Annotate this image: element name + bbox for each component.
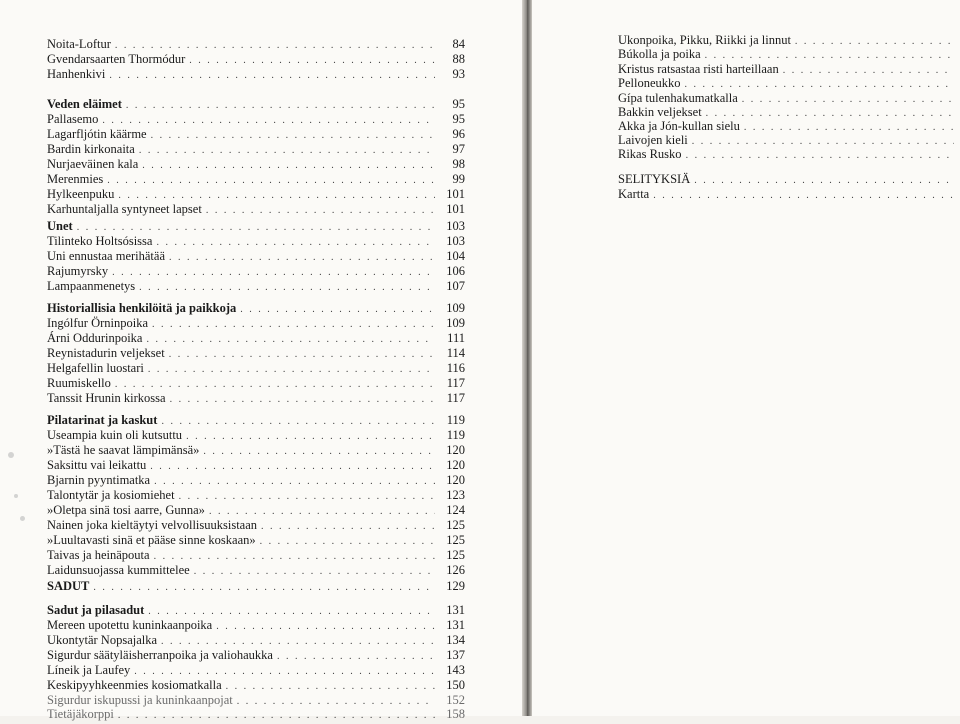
toc-entry xyxy=(47,263,465,279)
toc-page-number: 124 xyxy=(446,503,465,517)
toc-entry xyxy=(47,502,465,518)
toc-page-number: 120 xyxy=(446,473,465,487)
toc-entry-title: Búkolla ja poika xyxy=(618,47,701,61)
toc-page-number: 152 xyxy=(446,693,465,707)
toc-entry-title: Ukontytär Nopsajalka xyxy=(47,633,158,647)
toc-entry-title: Taivas ja heinäpouta xyxy=(47,548,150,562)
toc-entry xyxy=(618,186,954,202)
toc-entry xyxy=(47,602,465,618)
toc-page-number: 96 xyxy=(452,127,465,141)
toc-entry-title: Hylkeenpuku xyxy=(47,187,115,201)
toc-entry-title: Uni ennustaa merihätää xyxy=(47,249,166,263)
toc-entry-title: Gvendarsaarten Thormódur xyxy=(47,52,186,66)
toc-entry xyxy=(618,171,954,187)
page-smudge xyxy=(8,452,14,458)
toc-entry xyxy=(47,126,465,142)
toc-page-number: 109 xyxy=(446,316,465,330)
toc-entry-title: Merenmies xyxy=(47,172,104,186)
toc-page-number: 111 xyxy=(447,331,465,345)
toc-entry xyxy=(47,517,465,533)
toc-entry xyxy=(47,330,465,346)
toc-entry xyxy=(47,360,465,376)
toc-dot-leader xyxy=(118,708,435,724)
toc-entry xyxy=(47,248,465,264)
toc-entry-title: Akka ja Jón-kullan sielu xyxy=(618,119,740,133)
toc-entry xyxy=(47,315,465,331)
toc-entry xyxy=(47,218,465,234)
toc-page-number: 99 xyxy=(452,172,465,186)
toc-entry-title: »Luultavasti sinä et pääse sinne koskaan» xyxy=(47,533,256,547)
toc-entry-title: Rajumyrsky xyxy=(47,264,109,278)
toc-entry xyxy=(47,278,465,294)
toc-entry xyxy=(47,233,465,249)
toc-section-heading: Veden eläimet xyxy=(47,97,122,111)
toc-entry-title: Hanhenkivi xyxy=(47,67,106,81)
toc-dot-leader xyxy=(170,392,435,408)
toc-entry xyxy=(47,427,465,443)
toc-page-number: 103 xyxy=(446,234,465,248)
toc-entry xyxy=(47,412,465,428)
toc-page-number: 117 xyxy=(446,391,465,405)
toc-section-heading: SADUT xyxy=(47,579,90,593)
toc-entry-title: Laivojen kieli xyxy=(618,133,688,147)
toc-entry xyxy=(47,96,465,112)
toc-entry-title: Bjarnin pyyntimatka xyxy=(47,473,151,487)
page-smudge xyxy=(14,494,18,498)
toc-page-number: 131 xyxy=(446,603,465,617)
toc-page-number: 158 xyxy=(446,707,465,721)
toc-entry-title: Saksittu vai leikattu xyxy=(47,458,147,472)
toc-entry-title: Karhuntaljalla syntyneet lapset xyxy=(47,202,202,216)
toc-entry xyxy=(47,487,465,503)
toc-entry xyxy=(47,562,465,578)
toc-entry-title: Gípa tulenhakumatkalla xyxy=(618,91,738,105)
toc-page-number: 143 xyxy=(446,663,465,677)
right-page xyxy=(532,0,960,716)
toc-page-number: 116 xyxy=(446,361,465,375)
toc-entry xyxy=(618,75,954,91)
toc-entry-title: Keskipyyhkeenmies kosiomatkalla xyxy=(47,678,222,692)
toc-page-number: 125 xyxy=(446,548,465,562)
toc-page-number: 120 xyxy=(446,458,465,472)
toc-entry xyxy=(47,647,465,663)
page-smudge xyxy=(20,516,25,521)
toc-entry-title: Árni Oddurinpoika xyxy=(47,331,143,345)
toc-entry xyxy=(47,457,465,473)
toc-page-number: 104 xyxy=(446,249,465,263)
toc-entry-title: Tilinteko Holtsósissa xyxy=(47,234,153,248)
toc-entry-title: Pallasemo xyxy=(47,112,99,126)
toc-entry-title: Sigurdur säätyläisherranpoika ja valiohaukka xyxy=(47,648,273,662)
toc-page-number: 120 xyxy=(446,443,465,457)
toc-entry xyxy=(47,547,465,563)
toc-entry-title: Ukonpoika, Pikku, Riikki ja linnut xyxy=(618,33,791,47)
toc-entry xyxy=(47,201,465,217)
toc-entry xyxy=(47,345,465,361)
toc-entry-title: Pelloneukko xyxy=(618,76,681,90)
toc-entry-title: Lagarfljótin käärme xyxy=(47,127,147,141)
toc-dot-leader xyxy=(653,188,954,204)
toc-page-number: 101 xyxy=(446,202,465,216)
toc-page-number: 125 xyxy=(446,518,465,532)
toc-page-number: 107 xyxy=(446,279,465,293)
toc-dot-leader xyxy=(139,280,435,296)
toc-entry xyxy=(47,390,465,406)
toc-page-number: 84 xyxy=(452,37,465,51)
toc-page-number: 129 xyxy=(446,579,465,593)
toc-entry xyxy=(47,300,465,316)
toc-page-number: 88 xyxy=(452,52,465,66)
toc-entry-title: Nainen joka kieltäytyi velvollisuuksistaan xyxy=(47,518,258,532)
toc-entry-title: Bardin kirkonaita xyxy=(47,142,135,156)
toc-section-heading: Historiallisia henkilöitä ja paikkoja xyxy=(47,301,237,315)
toc-dot-leader xyxy=(109,68,435,84)
toc-page-number: 93 xyxy=(452,67,465,81)
toc-entry xyxy=(47,156,465,172)
toc-entry xyxy=(47,677,465,693)
toc-section-heading: Unet xyxy=(47,219,73,233)
toc-entry-title: »Tästä he saavat lämpimänsä» xyxy=(47,443,200,457)
toc-entry-title: Talontytär ja kosiomiehet xyxy=(47,488,175,502)
toc-dot-leader xyxy=(686,148,954,164)
toc-entry xyxy=(47,442,465,458)
toc-page-number: 125 xyxy=(446,533,465,547)
toc-dot-leader xyxy=(93,580,435,596)
toc-page-number: 131 xyxy=(446,618,465,632)
toc-entry xyxy=(47,51,465,67)
toc-entry xyxy=(47,662,465,678)
book-gutter xyxy=(522,0,532,716)
toc-entry-title: Tanssit Hrunin kirkossa xyxy=(47,391,166,405)
toc-dot-leader xyxy=(206,203,435,219)
toc-entry-title: SELITYKSIÄ xyxy=(618,172,691,186)
toc-page-number: 95 xyxy=(452,97,465,111)
toc-page-number: 103 xyxy=(446,219,465,233)
toc-page-number: 101 xyxy=(446,187,465,201)
toc-entry xyxy=(47,141,465,157)
toc-entry xyxy=(47,617,465,633)
toc-section-heading: Sadut ja pilasadut xyxy=(47,603,145,617)
toc-page-number: 119 xyxy=(446,428,465,442)
toc-section-heading: Pilatarinat ja kaskut xyxy=(47,413,158,427)
toc-entry xyxy=(47,36,465,52)
toc-entry xyxy=(618,46,954,62)
toc-entry-title: Helgafellin luostari xyxy=(47,361,144,375)
toc-entry-title: Reynistadurin veljekset xyxy=(47,346,165,360)
toc-entry-title: Kristus ratsastaa risti harteillaan xyxy=(618,62,779,76)
toc-page-number: 119 xyxy=(446,413,465,427)
toc-entry-title: Ruumiskello xyxy=(47,376,111,390)
toc-entry-title: Laidunsuojassa kummittelee xyxy=(47,563,190,577)
toc-page-number: 98 xyxy=(452,157,465,171)
toc-entry xyxy=(47,632,465,648)
toc-entry xyxy=(47,706,465,722)
toc-entry xyxy=(47,186,465,202)
toc-entry-title: Tietäjäkorppi xyxy=(47,707,114,721)
toc-page-number: 123 xyxy=(446,488,465,502)
toc-page-number: 137 xyxy=(446,648,465,662)
toc-entry xyxy=(47,532,465,548)
toc-page-number: 109 xyxy=(446,301,465,315)
toc-page-number: 106 xyxy=(446,264,465,278)
toc-entry xyxy=(47,472,465,488)
toc-entry-title: Ingólfur Örninpoika xyxy=(47,316,149,330)
toc-page-number: 95 xyxy=(452,112,465,126)
toc-page-number: 150 xyxy=(446,678,465,692)
toc-entry-title: Mereen upotettu kuninkaanpoika xyxy=(47,618,213,632)
toc-page-number: 97 xyxy=(452,142,465,156)
toc-entry-title: Bakkin veljekset xyxy=(618,105,702,119)
toc-entry xyxy=(47,66,465,82)
toc-entry-title: Líneik ja Laufey xyxy=(47,663,131,677)
toc-page-number: 126 xyxy=(446,563,465,577)
toc-entry-title: Lampaanmenetys xyxy=(47,279,136,293)
toc-entry-title: Rikas Rusko xyxy=(618,147,682,161)
toc-entry-title: Nurjaeväinen kala xyxy=(47,157,139,171)
toc-entry xyxy=(47,171,465,187)
toc-entry-title: »Oletpa sinä tosi aarre, Gunna» xyxy=(47,503,205,517)
toc-entry xyxy=(618,146,954,162)
toc-entry-title: Sigurdur iskupussi ja kuninkaanpojat xyxy=(47,693,233,707)
toc-entry-title: Kartta xyxy=(618,187,650,201)
toc-entry-title: Noita-Loftur xyxy=(47,37,111,51)
toc-entry xyxy=(47,578,465,594)
toc-page-number: 117 xyxy=(446,376,465,390)
toc-entry-title: Useampia kuin oli kutsuttu xyxy=(47,428,183,442)
toc-page-number: 134 xyxy=(446,633,465,647)
toc-entry xyxy=(47,111,465,127)
toc-page-number: 114 xyxy=(446,346,465,360)
toc-entry xyxy=(47,375,465,391)
